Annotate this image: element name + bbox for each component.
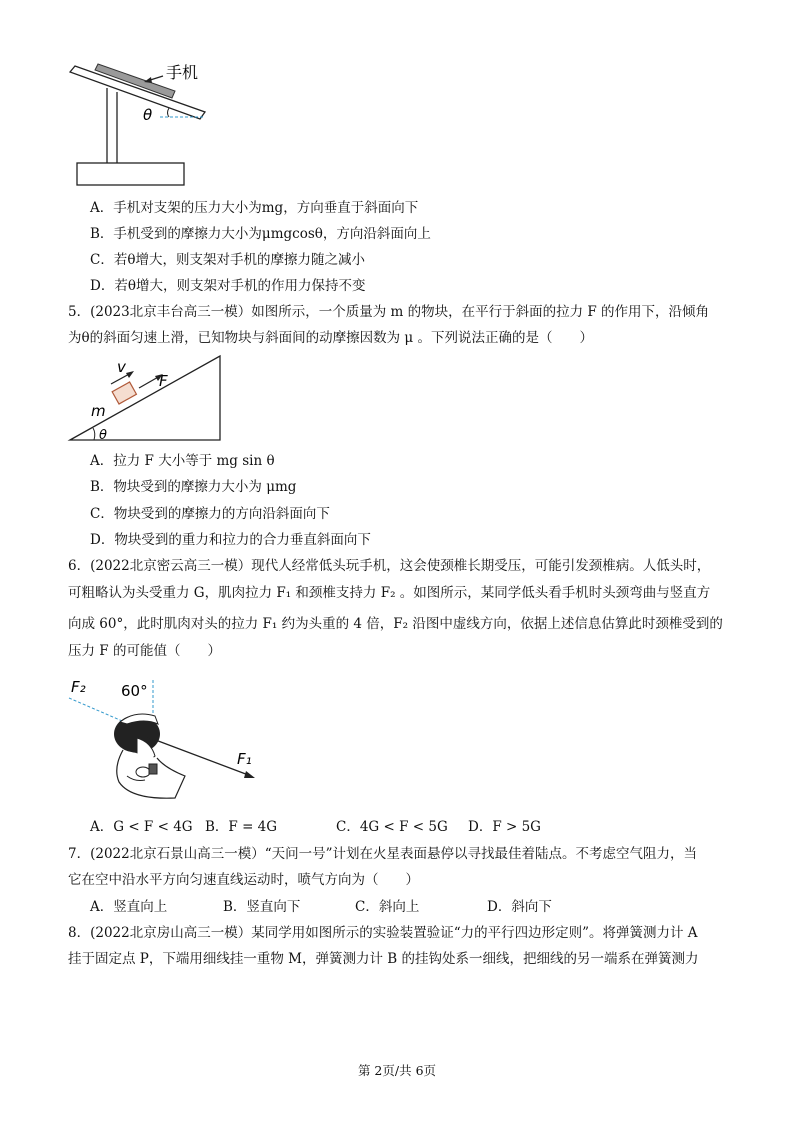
q4-option-b: B．手机受到的摩擦力大小为μmgcosθ，方向沿斜面向上	[90, 226, 431, 242]
q7-option-c: C．斜向上	[355, 899, 420, 915]
q5-stem-line-1: 5．(2023北京丰台高三一模）如图所示，一个质量为 m 的物块，在平行于斜面的拉力 F 的作用下，沿倾角	[68, 304, 710, 320]
angle-60-label: 60°	[121, 682, 148, 700]
q6-stem-line-1: 6．(2022北京密云高三一模）现代人经常低头玩手机，这会使颈椎长期受压，可能引发颈椎病。人低头时，	[68, 558, 711, 574]
force-f-label: F	[159, 372, 168, 390]
q8-stem-line-2: 挂于固定点 P，下端用细线挂一重物 M，弹簧测力计 B 的挂钩处系一细线，把细线的另一端系在弹簧测力	[68, 951, 699, 967]
phone-stand-figure	[65, 58, 245, 190]
q7-option-b: B．竖直向下	[223, 899, 301, 915]
q7-option-d: D．斜向下	[487, 899, 552, 915]
q5-stem-line-2: 为θ的斜面匀速上滑，已知物块与斜面间的动摩擦因数为 μ 。下列说法正确的是（ ）	[68, 330, 593, 346]
incline-angle-label: θ	[99, 428, 107, 443]
q6-option-a: A．G < F < 4G	[90, 819, 193, 835]
q8-stem-line-1: 8．(2022北京房山高三一模）某同学用如图所示的实验装置验证“力的平行四边形定则”。将弹簧测力计 A	[68, 925, 698, 941]
q7-stem-line-2: 它在空中沿水平方向匀速直线运动时，喷气方向为（ ）	[68, 872, 419, 888]
q5-option-a: A．拉力 F 大小等于 mg sin θ	[90, 453, 275, 469]
q4-option-c: C．若θ增大，则支架对手机的摩擦力随之减小	[90, 252, 365, 268]
phone-angle-label: θ	[143, 106, 153, 124]
q6-stem-line-3: 向成 60°，此时肌肉对头的拉力 F₁ 约为头重的 4 倍，F₂ 沿图中虚线方向，依据上述信息估算此时颈椎受到的	[68, 616, 723, 632]
q7-option-a: A．竖直向上	[90, 899, 168, 915]
f2-label: F₂	[71, 678, 86, 696]
incline-figure	[65, 352, 230, 444]
q6-stem-line-2: 可粗略认为头受重力 G，肌肉拉力 F₁ 和颈椎支持力 F₂ 。如图所示，某同学低头看手机时头颈弯曲与竖直方	[68, 585, 711, 601]
phone-label: 手机	[166, 63, 199, 82]
q7-options-row	[90, 898, 552, 916]
q4-option-a: A．手机对支架的压力大小为mg，方向垂直于斜面向下	[90, 200, 419, 216]
q4-option-d: D．若θ增大，则支架对手机的作用力保持不变	[90, 278, 366, 294]
q7-stem-line-1: 7．(2022北京石景山高三一模）“天问一号”计划在火星表面悬停以寻找最佳着陆点。不考虑空气阻力，当	[68, 846, 698, 862]
q6-option-b: B．F = 4G	[205, 819, 278, 835]
phone-user-figure	[65, 672, 265, 808]
q5-option-d: D．物块受到的重力和拉力的合力垂直斜面向下	[90, 532, 371, 548]
f1-label: F₁	[237, 750, 252, 768]
page-footer: 第 2页/共 6页	[357, 1063, 437, 1078]
q5-option-b: B．物块受到的摩擦力大小为 μmg	[90, 479, 297, 495]
q6-option-d: D．F > 5G	[468, 819, 541, 835]
mass-label: m	[91, 402, 106, 420]
q6-stem-line-4: 压力 F 的可能值（ ）	[68, 643, 221, 659]
q6-options-row	[90, 818, 541, 836]
velocity-label: v	[117, 358, 126, 376]
q6-option-c: C．4G < F < 5G	[336, 819, 448, 835]
q5-option-c: C．物块受到的摩擦力的方向沿斜面向下	[90, 506, 330, 522]
